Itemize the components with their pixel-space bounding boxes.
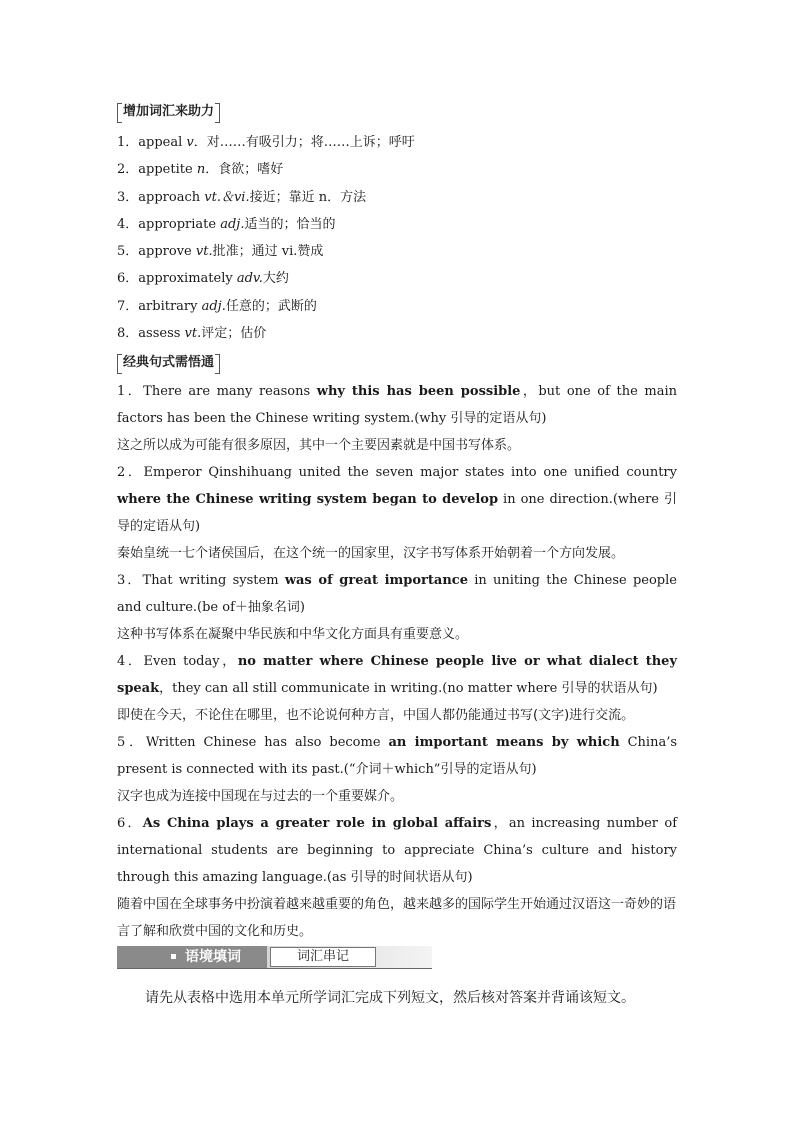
vocab-pos: n [196,162,206,178]
sentence-translation: 秦始皇统一七个诸侯国后，在这个统一的国家里，汉字书写体系开始朝着一个方向发展。 [117,546,625,562]
vocab-num: 1． [117,135,139,150]
vocab-num: 4． [117,216,139,232]
vocab-pos: v [186,135,194,150]
vocab-word: approach [138,189,205,205]
sentence-post: in one direction.(where 引导的定语从句) [117,492,677,535]
vocab-rest: 评定；估价 [201,326,267,342]
banner-bullet-icon [171,954,176,959]
sentence-post: China’s present is connected with its past.(“介词＋which”引导的定语从句) [117,735,677,778]
sentence-bold: was of great importance [284,573,468,589]
vocab-num: 8． [117,326,139,342]
vocab-num: 3． [117,189,139,205]
sentence-post: in uniting the Chinese people and culture.(be of＋抽象名词) [117,573,677,616]
vocab-pos: vt.＆vi. [204,189,250,205]
vocab-item [117,184,677,211]
vocab-item [117,265,677,292]
example-sentence [117,378,677,432]
sentence-pre: 3．That writing system [117,573,285,589]
vocab-item [117,238,677,265]
vocab-item [117,129,677,156]
sentence-pre: 4．Even today， [117,654,238,670]
example-sentence [117,567,677,621]
vocab-list [117,129,677,347]
banner-rule [117,968,432,969]
vocab-section-title: 增加词汇来助力 [117,103,220,121]
sentence-translation: 这之所以成为可能有很多原因，其中一个主要因素就是中国书写体系。 [117,438,521,454]
vocab-rest: ．对……有吸引力；将……上诉；呼吁 [193,135,415,150]
banner-primary-label: 语境填词 [185,949,241,965]
vocab-pos: adj. [220,216,245,232]
vocab-pos: adj. [201,298,226,314]
vocab-word: appeal [138,135,187,150]
vocab-num: 6． [117,271,139,287]
banner-secondary-label: 词汇串记 [270,947,376,967]
vocab-pos: vt. [184,326,202,342]
vocab-word: approximately [138,271,237,287]
vocab-rest: 大约 [262,271,289,287]
vocab-num: 2． [117,162,139,178]
instruction-text: 请先从表格中选用本单元所学词汇完成下列短文，然后核对答案并背诵该短文。 [145,990,635,1006]
sentence-pre: 6． [117,816,143,832]
vocab-word: approve [138,244,196,260]
sentence-bold: an important means by which [388,735,620,751]
sentence-bold: As China plays a greater role in global affairs [142,816,492,832]
example-sentence [117,648,677,702]
vocab-item [117,320,677,347]
sentence-post: ，an increasing number of international students are beginning to appreciate China’s culture and history through this amazing language.(as 引导的时间状语从句) [117,816,678,886]
document-body [117,100,677,945]
sentence-translation: 即使在今天，不论住在哪里，也不论说何种方言，中国人都仍能通过书写(文字)进行交流。 [117,708,635,724]
section-banner [117,944,432,968]
sentence-list [117,378,677,945]
vocab-word: appropriate [138,216,221,232]
sentence-translation: 汉字也成为连接中国现在与过去的一个重要媒介。 [117,789,404,805]
example-sentence [117,810,677,891]
vocab-num: 7． [117,298,139,314]
sentence-bold: why this has been possible [316,384,521,400]
vocab-rest: 任意的；武断的 [225,298,317,314]
sentence-pre: 2．Emperor Qinshihuang united the seven major states into one unified country [117,465,677,481]
vocab-num: 5． [117,244,139,260]
sentence-translation: 这种书写体系在凝聚中华民族和中华文化方面具有重要意义。 [117,627,469,643]
vocab-pos: adv. [236,271,263,287]
vocab-rest: 适当的；恰当的 [244,216,336,232]
sentence-section-title: 经典句式需悟通 [117,354,220,372]
vocab-rest: ．食欲；嗜好 [205,162,284,178]
sentence-pre: 1．There are many reasons [117,384,317,400]
vocab-item [117,293,677,320]
vocab-word: arbitrary [138,298,202,314]
sentence-translation: 随着中国在全球事务中扮演着越来越重要的角色，越来越多的国际学生开始通过汉语这一奇妙的语言了解和欣赏中国的文化和历史。 [117,897,677,940]
vocab-item [117,156,677,183]
vocab-word: assess [138,326,185,342]
vocab-rest: 批准；通过 vi.赞成 [212,244,324,260]
sentence-pre: 5．Written Chinese has also become [117,735,389,751]
sentence-bold: where the Chinese writing system began to develop [117,492,499,508]
sentence-post: ，but one of the main factors has been the Chinese writing system.(why 引导的定语从句) [117,384,677,427]
sentence-post: ，they can all still communicate in writing.(no matter where 引导的状语从句) [159,681,658,697]
example-sentence [117,459,677,540]
sentence-bold: no matter where Chinese people live or what dialect they speak [117,654,678,697]
vocab-item [117,211,677,238]
vocab-pos: vt. [195,244,213,260]
vocab-rest: 接近；靠近 n．方法 [249,189,367,205]
example-sentence [117,729,677,783]
vocab-word: appetite [138,162,197,178]
